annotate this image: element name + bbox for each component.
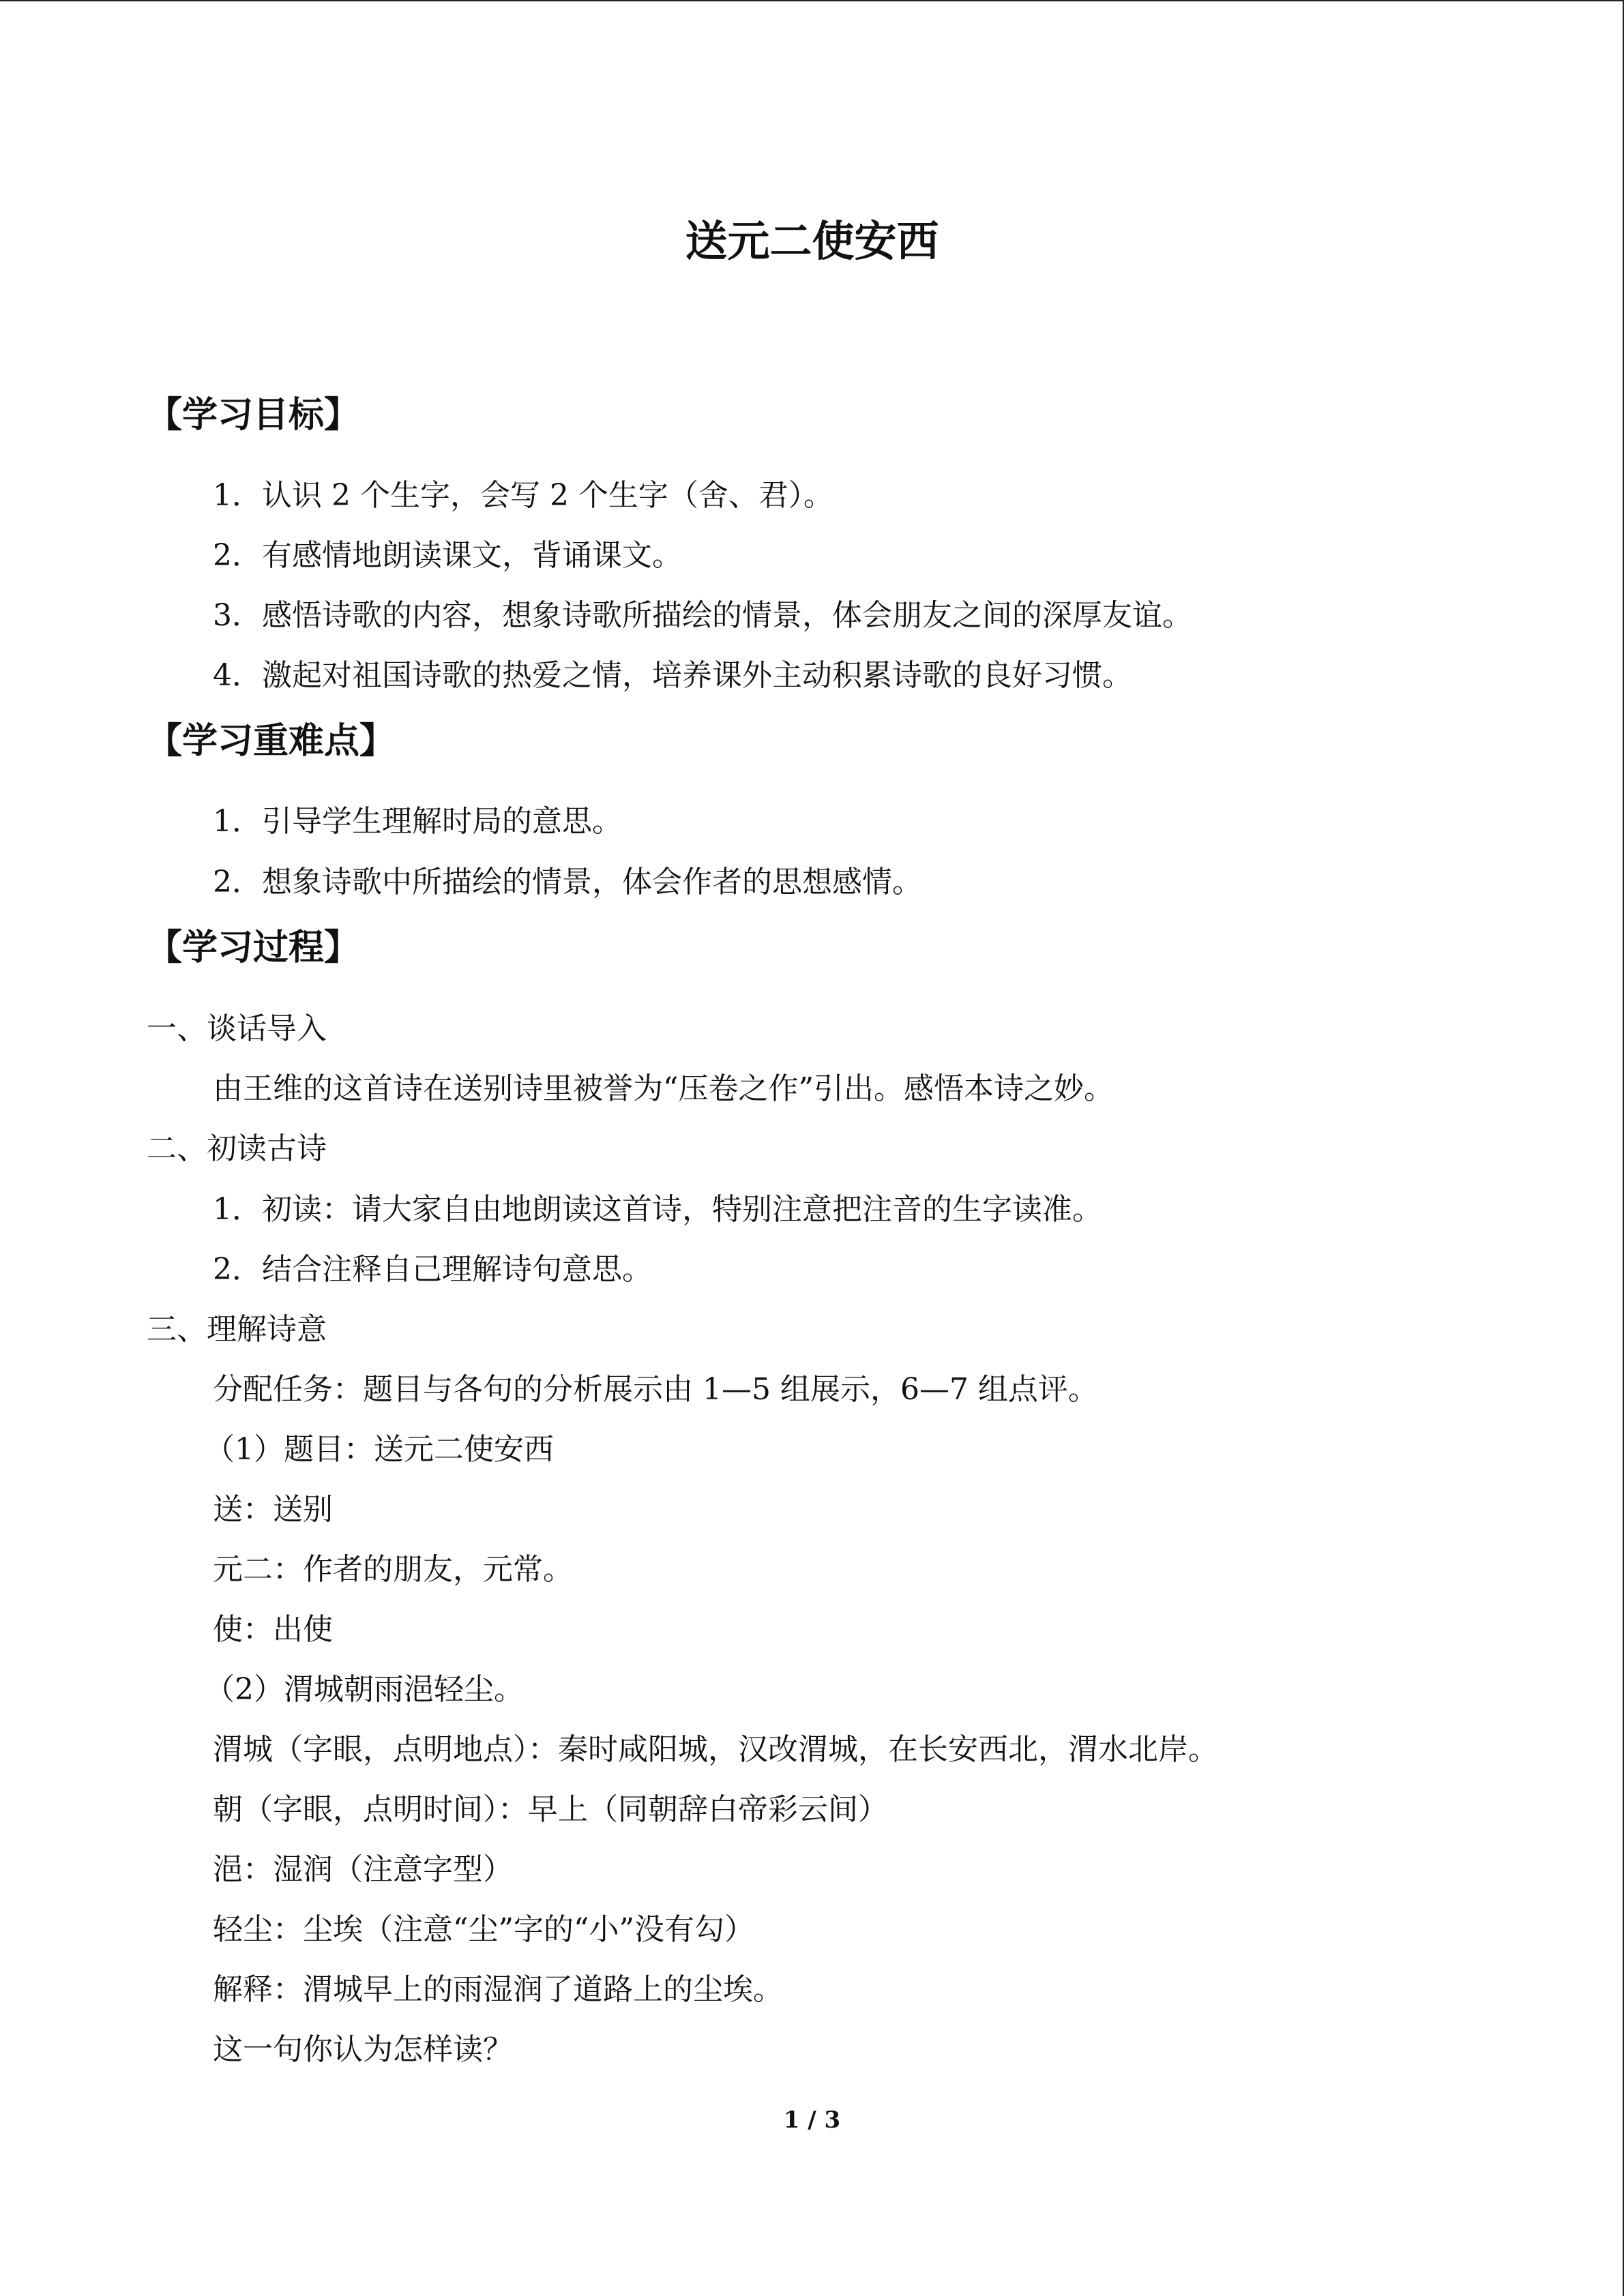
page-number: 1 / 3 bbox=[783, 2106, 841, 2134]
process-line: 使：出使 bbox=[213, 1612, 333, 1647]
document-title: 送元二使安西 bbox=[685, 216, 939, 266]
key-point-item: 2．想象诗歌中所描绘的情景，体会作者的思想感情。 bbox=[213, 865, 922, 899]
process-subheading: 一、谈话导入 bbox=[147, 1011, 327, 1046]
process-line: 朝（字眼，点明时间）：早上（同朝辞白帝彩云间） bbox=[213, 1792, 888, 1827]
process-line: 元二：作者的朋友，元常。 bbox=[213, 1552, 573, 1587]
process-subheading: 二、初读古诗 bbox=[147, 1131, 327, 1166]
process-subheading: 三、理解诗意 bbox=[147, 1312, 327, 1347]
process-line: 解释：渭城早上的雨湿润了道路上的尘埃。 bbox=[213, 1972, 783, 2007]
goal-item: 2．有感情地朗读课文，背诵课文。 bbox=[213, 538, 682, 573]
section-heading-goals: 【学习目标】 bbox=[147, 394, 360, 436]
goal-item: 1．认识 2 个生字，会写 2 个生字（舍、君）。 bbox=[213, 478, 833, 513]
process-line: 轻尘：尘埃（注意“尘”字的“小”没有勾） bbox=[213, 1912, 754, 1947]
process-line: （2）渭城朝雨浥轻尘。 bbox=[205, 1672, 524, 1707]
process-line: 渭城（字眼，点明地点）：秦时咸阳城，汉改渭城，在长安西北，渭水北岸。 bbox=[213, 1732, 1218, 1767]
process-line: 分配任务：题目与各句的分析展示由 1—5 组展示，6—7 组点评。 bbox=[213, 1372, 1098, 1407]
goal-item: 4．激起对祖国诗歌的热爱之情，培养课外主动积累诗歌的良好习惯。 bbox=[213, 658, 1132, 693]
process-line: 浥：湿润（注意字型） bbox=[213, 1852, 513, 1887]
process-line: 1．初读：请大家自由地朗读这首诗，特别注意把注音的生字读准。 bbox=[213, 1192, 1102, 1227]
process-line: 这一句你认为怎样读？ bbox=[213, 2032, 513, 2067]
process-line: 2．结合注释自己理解诗句意思。 bbox=[213, 1252, 652, 1287]
process-line: （1）题目：送元二使安西 bbox=[205, 1432, 554, 1467]
section-heading-key-points: 【学习重难点】 bbox=[147, 720, 396, 762]
process-line: 由王维的这首诗在送别诗里被誉为“压卷之作”引出。感悟本诗之妙。 bbox=[213, 1071, 1114, 1106]
key-point-item: 1．引导学生理解时局的意思。 bbox=[213, 804, 622, 839]
section-heading-process: 【学习过程】 bbox=[147, 927, 360, 968]
process-line: 送：送别 bbox=[213, 1492, 333, 1527]
goal-item: 3．感悟诗歌的内容，想象诗歌所描绘的情景，体会朋友之间的深厚友谊。 bbox=[213, 598, 1192, 633]
